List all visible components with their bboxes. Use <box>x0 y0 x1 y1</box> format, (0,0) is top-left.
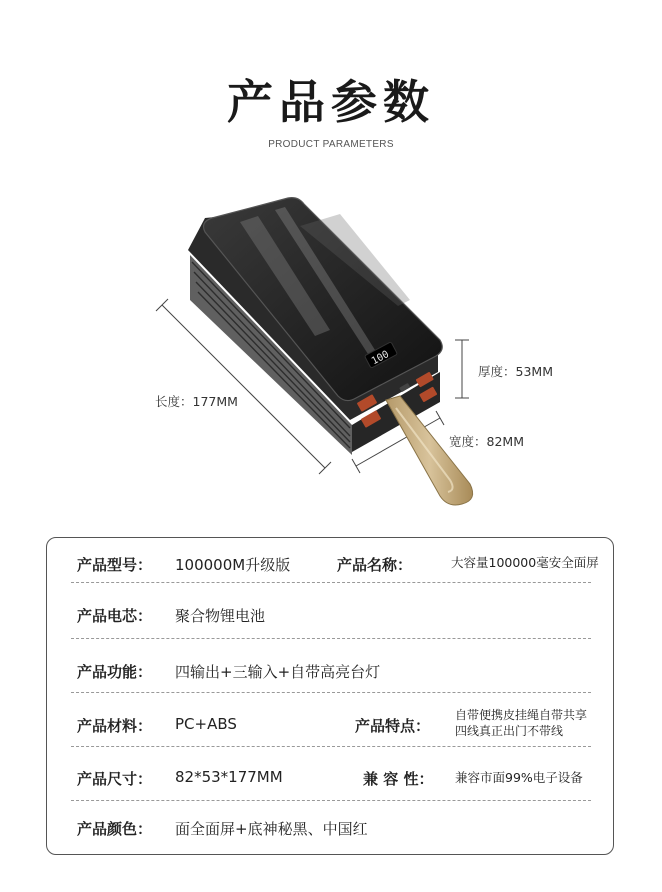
length-label: 长度：177MM <box>155 394 238 409</box>
spec-table <box>46 537 614 855</box>
spec-key: 产品材料： <box>77 717 153 735</box>
spec-row-function <box>71 644 591 696</box>
spec-value: 82*53*177MM <box>175 768 283 786</box>
spec-key: 产品电芯： <box>77 607 153 625</box>
spec-value: 面全面屏+底神秘黑、中国红 <box>175 820 368 838</box>
spec-row-size <box>71 750 591 802</box>
spec-key: 产品特点： <box>355 717 431 735</box>
spec-key: 产品尺寸： <box>77 770 153 788</box>
divider <box>71 638 591 639</box>
spec-value-line1: 自带便携皮挂绳自带共享 <box>455 708 588 722</box>
divider <box>71 582 591 583</box>
spec-value: 四输出+三输入+自带高亮台灯 <box>175 663 381 681</box>
spec-key: 产品型号： <box>77 556 153 574</box>
spec-row-material <box>71 696 591 748</box>
spec-value-line2: 四线真正出门不带线 <box>455 724 564 738</box>
spec-value: 大容量100000毫安全面屏 <box>451 555 599 570</box>
spec-key: 产品名称： <box>337 556 413 574</box>
width-label: 宽度：82MM <box>449 434 524 449</box>
spec-row-cell <box>71 590 591 642</box>
spec-value: PC+ABS <box>175 715 237 733</box>
thickness-dimension-line <box>455 340 469 398</box>
page-subtitle: PRODUCT PARAMETERS <box>268 139 394 150</box>
divider <box>71 800 591 801</box>
spec-key: 产品颜色： <box>77 820 153 838</box>
thickness-label: 厚度：53MM <box>478 364 553 379</box>
spec-key: 兼 容 性： <box>363 770 434 788</box>
page-title: 产品参数 <box>227 75 435 129</box>
spec-value: 兼容市面99%电子设备 <box>455 770 583 785</box>
divider <box>71 746 591 747</box>
spec-row-color <box>71 804 591 856</box>
spec-key: 产品功能： <box>77 663 153 681</box>
spec-value: 聚合物锂电池 <box>175 607 266 625</box>
display-readout: 100 <box>369 349 391 368</box>
divider <box>71 692 591 693</box>
spec-value: 100000M升级版 <box>175 556 291 574</box>
power-bank-illustration <box>140 180 580 520</box>
